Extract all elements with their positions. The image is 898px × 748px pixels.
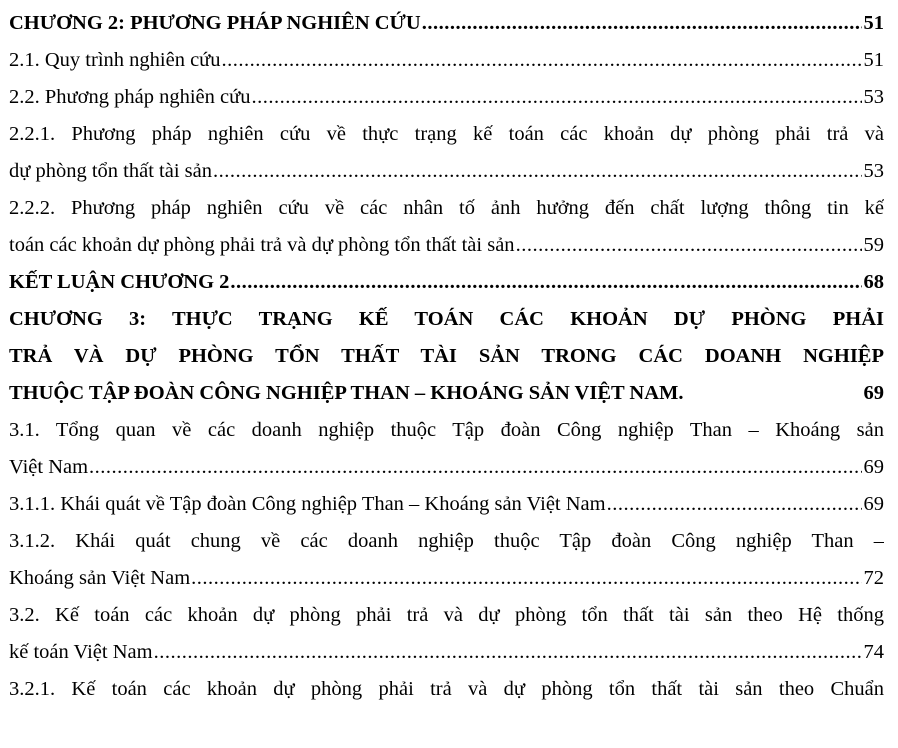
page-number: 53 [863, 86, 884, 108]
entry-title: 2.1. Quy trình nghiên cứu [9, 49, 221, 71]
entry-title: toán các khoản dự phòng phải trả và dự phòng tổn thất tài sản [9, 234, 515, 256]
dot-leader [222, 45, 862, 75]
page-number: 69 [863, 456, 884, 478]
toc-entry-chapter-3-line-1[interactable]: CHƯƠNG 3: THỰC TRẠNG KẾ TOÁN CÁC KHOẢN DỰ PHÒNG PHẢI [9, 308, 884, 330]
toc-entry-2-2-2[interactable] [9, 230, 884, 260]
page-number: 68 [863, 271, 884, 293]
page-number: 51 [863, 12, 884, 34]
dot-leader [230, 267, 861, 297]
toc-entry-3-2-line-1[interactable]: 3.2. Kế toán các khoản dự phòng phải trả và dự phòng tổn thất tài sản theo Hệ thống [9, 604, 884, 626]
page-number: 53 [863, 160, 884, 182]
dot-leader [191, 563, 861, 593]
entry-title: dự phòng tổn thất tài sản [9, 160, 212, 182]
page-number: 51 [863, 49, 884, 71]
toc-entry-chapter-2[interactable] [9, 8, 884, 38]
entry-title: THUỘC TẬP ĐOÀN CÔNG NGHIỆP THAN – KHOÁNG SẢN VIỆT NAM. [9, 382, 684, 404]
entry-title: 3.1.1. Khái quát về Tập đoàn Công nghiệp Than – Khoáng sản Việt Nam [9, 493, 606, 515]
entry-title: 2.2. Phương pháp nghiên cứu [9, 86, 251, 108]
dot-leader [213, 156, 862, 186]
dot-leader [154, 637, 862, 667]
toc-entry-3-2[interactable] [9, 637, 884, 667]
toc-entry-2-2-2-line-1[interactable]: 2.2.2. Phương pháp nghiên cứu về các nhân tố ảnh hưởng đến chất lượng thông tin kế [9, 197, 884, 219]
toc-entry-3-1[interactable] [9, 452, 884, 482]
toc-entry-2-2-1-line-1[interactable]: 2.2.1. Phương pháp nghiên cứu về thực trạng kế toán các khoản dự phòng phải trả và [9, 123, 884, 145]
toc-entry-chapter-3-line-2[interactable]: TRẢ VÀ DỰ PHÒNG TỔN THẤT TÀI SẢN TRONG CÁC DOANH NGHIỆP [9, 345, 884, 367]
toc-entry-2-2[interactable] [9, 82, 884, 112]
dot-leader [422, 8, 862, 38]
entry-title: KẾT LUẬN CHƯƠNG 2 [9, 271, 230, 293]
page-number: 72 [863, 567, 884, 589]
page-number: 69 [863, 382, 884, 404]
dot-leader [89, 452, 861, 482]
toc-entry-3-1-2-line-1[interactable]: 3.1.2. Khái quát chung về các doanh nghiệp thuộc Tập đoàn Công nghiệp Than – [9, 530, 884, 552]
page-number: 69 [863, 493, 884, 515]
toc-entry-conclusion-2[interactable] [9, 267, 884, 297]
toc-entry-3-1-1[interactable] [9, 489, 884, 519]
dot-leader [516, 230, 862, 260]
page-number: 74 [863, 641, 884, 663]
toc-entry-3-2-1-line-1[interactable]: 3.2.1. Kế toán các khoản dự phòng phải trả và dự phòng tổn thất tài sản theo Chuẩn [9, 678, 884, 700]
toc-entry-2-1[interactable] [9, 45, 884, 75]
page-number: 59 [863, 234, 884, 256]
dot-leader [607, 489, 862, 519]
entry-title: Khoáng sản Việt Nam [9, 567, 191, 589]
entry-title: CHƯƠNG 2: PHƯƠNG PHÁP NGHIÊN CỨU [9, 12, 421, 34]
dot-leader [251, 82, 861, 112]
toc-entry-3-1-2[interactable] [9, 563, 884, 593]
toc-entry-chapter-3[interactable] [9, 378, 884, 408]
entry-title: Việt Nam [9, 456, 89, 478]
entry-title: kế toán Việt Nam [9, 641, 153, 663]
toc-entry-2-2-1[interactable] [9, 156, 884, 186]
toc-entry-3-1-line-1[interactable]: 3.1. Tổng quan về các doanh nghiệp thuộc Tập đoàn Công nghiệp Than – Khoáng sản [9, 419, 884, 441]
